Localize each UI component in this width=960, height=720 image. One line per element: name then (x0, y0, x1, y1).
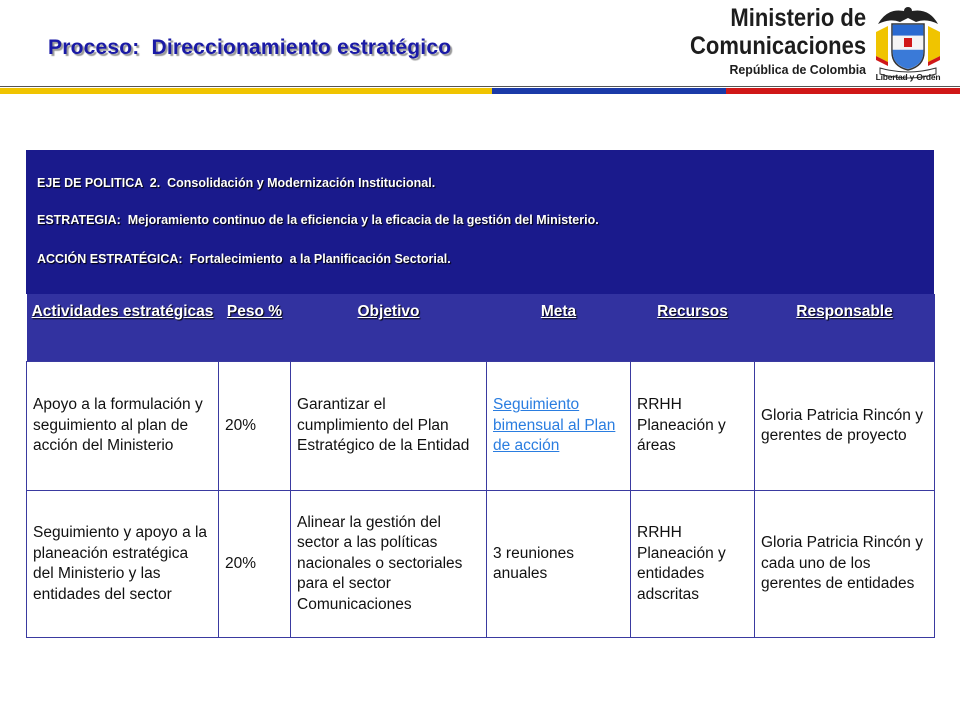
cell-meta: 3 reuniones anuales (487, 491, 631, 638)
cell-peso: 20% (219, 491, 291, 638)
table-row (27, 491, 935, 638)
table-row (27, 362, 935, 491)
policy-panel (26, 150, 934, 294)
cell-actividad: Seguimiento y apoyo a la planeación estratégica del Ministerio y las entidades del sector (27, 491, 219, 638)
table-header-row (27, 294, 935, 362)
header-recursos: Recursos (631, 294, 755, 362)
color-bar-red (726, 88, 960, 94)
policy-estrategia: ESTRATEGIA: Mejoramiento continuo de la eficiencia y la eficacia de la gestión del Ministerio. (37, 213, 599, 227)
cell-recursos: RRHH Planeación y entidades adscritas (631, 491, 755, 638)
color-bar-blue (492, 88, 726, 94)
policy-accion: ACCIÓN ESTRATÉGICA: Fortalecimiento a la Planificación Sectorial. (37, 252, 451, 266)
meta-link[interactable]: Seguimiento bimensual al Plan de acción (493, 396, 616, 455)
cell-meta (487, 362, 631, 491)
cell-objetivo: Alinear la gestión del sector a las políticas nacionales o sectoriales para el sector Comunicaciones (291, 491, 487, 638)
header-meta: Meta (487, 294, 631, 362)
cell-actividad: Apoyo a la formulación y seguimiento al plan de acción del Ministerio (27, 362, 219, 491)
cell-peso: 20% (219, 362, 291, 491)
header-peso: Peso % (219, 294, 291, 362)
header-objetivo: Objetivo (291, 294, 487, 362)
cell-objetivo: Garantizar el cumplimiento del Plan Estratégico de la Entidad (291, 362, 487, 491)
header-responsable: Responsable (755, 294, 935, 362)
activities-table (26, 294, 935, 638)
cell-responsable: Gloria Patricia Rincón y gerentes de proyecto (755, 362, 935, 491)
cell-responsable: Gloria Patricia Rincón y cada uno de los gerentes de entidades (755, 491, 935, 638)
color-bar-yellow (0, 88, 492, 94)
header-actividades: Actividades estratégicas (27, 294, 219, 362)
cell-recursos: RRHH Planeación y áreas (631, 362, 755, 491)
logo-line-2: Comunicaciones (689, 32, 866, 60)
ministry-logo-text (666, 4, 866, 79)
logo-line-1: Ministerio de (730, 4, 866, 32)
logo-line-3: República de Colombia (729, 62, 866, 77)
page-title: Proceso: Direccionamiento estratégico (48, 36, 452, 59)
policy-eje: EJE DE POLITICA 2. Consolidación y Modernización Institucional. (37, 176, 436, 190)
crest-motto: Libertad y Orden (875, 72, 941, 82)
header-rule (0, 86, 960, 87)
